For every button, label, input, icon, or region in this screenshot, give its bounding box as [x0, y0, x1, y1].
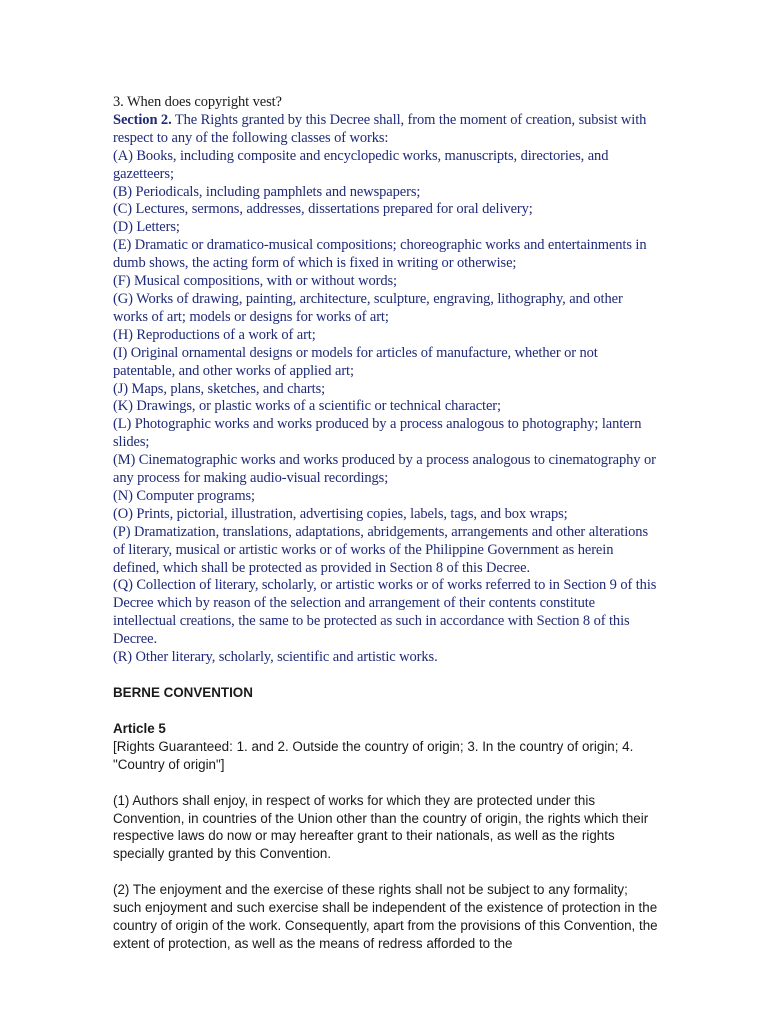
article-paragraph-2: (2) The enjoyment and the exercise of these rights shall not be subject to any formality; such enjoyment and such exercise shall be independent of the existence of protection in the country of origin of the work. Consequently, apart from the provisions of this Convention, the extent of protection, as well as the means of redress afforded to the [113, 882, 658, 951]
list-item: (F) Musical compositions, with or without words; [113, 273, 397, 290]
spacer [113, 667, 658, 684]
list-item: (G) Works of drawing, painting, architecture, sculpture, engraving, lithography, and other works of art; models or designs for works of art; [113, 290, 623, 325]
berne-section [113, 684, 658, 953]
spacer [113, 774, 658, 792]
list-item: (Q) Collection of literary, scholarly, or artistic works or of works referred to in Section 9 of this Decree which by reason of the selection and arrangement of their contents constitute intellectual creations, the same to be protected as such in accordance with Section 8 of this Decree. [113, 577, 657, 648]
document-page [113, 94, 658, 953]
list-item: (E) Dramatic or dramatico-musical compositions; choreographic works and entertainments in dumb shows, the acting form of which is fixed in writing or otherwise; [113, 237, 647, 272]
list-item: (N) Computer programs; [113, 487, 255, 504]
list-item: (L) Photographic works and works produced by a process analogous to photography; lantern slides; [113, 416, 642, 451]
list-item: (J) Maps, plans, sketches, and charts; [113, 380, 326, 397]
list-item: (B) Periodicals, including pamphlets and newspapers; [113, 183, 421, 200]
list-item: (O) Prints, pictorial, illustration, advertising copies, labels, tags, and box wraps; [113, 505, 568, 522]
berne-heading: BERNE CONVENTION [113, 685, 253, 700]
list-item: (K) Drawings, or plastic works of a scientific or technical character; [113, 398, 501, 415]
article-subtitle: [Rights Guaranteed: 1. and 2. Outside the country of origin; 3. In the country of origin; 4. "Country of origin"] [113, 738, 634, 772]
works-list [113, 148, 658, 667]
list-item: (C) Lectures, sermons, addresses, dissertations prepared for oral delivery; [113, 201, 533, 218]
section-intro: The Rights granted by this Decree shall, from the moment of creation, subsist with respect to any of the following classes of works: [113, 111, 647, 146]
spacer [113, 863, 658, 881]
list-item: (H) Reproductions of a work of art; [113, 326, 316, 343]
list-item: (D) Letters; [113, 219, 180, 236]
question-line: 3. When does copyright vest? [113, 94, 282, 110]
article-paragraph-1: (1) Authors shall enjoy, in respect of works for which they are protected under this Convention, in countries of the Union other than the country of origin, the rights which their respective laws do now or may hereafter grant to their nationals, as well as the rights specially granted by this Convention. [113, 792, 649, 862]
list-item: (M) Cinematographic works and works produced by a process analogous to cinematography or any process for making audio-visual recordings; [113, 452, 656, 487]
list-item: (I) Original ornamental designs or models for articles of manufacture, whether or not patentable, and other works of applied art; [113, 344, 598, 379]
section-label: Section 2. [113, 111, 172, 128]
list-item: (P) Dramatization, translations, adaptations, abridgements, arrangements and other alterations of literary, musical or artistic works or of works of the Philippine Government as herein defined, which shall be protected as provided in Section 8 of this Decree. [113, 523, 648, 576]
spacer [113, 702, 658, 720]
list-item: (A) Books, including composite and encyclopedic works, manuscripts, directories, and gazetteers; [113, 147, 609, 182]
article-heading: Article 5 [113, 720, 166, 736]
decree-section [113, 94, 658, 667]
list-item: (R) Other literary, scholarly, scientific and artistic works. [113, 649, 438, 666]
section-2-paragraph [113, 112, 658, 148]
